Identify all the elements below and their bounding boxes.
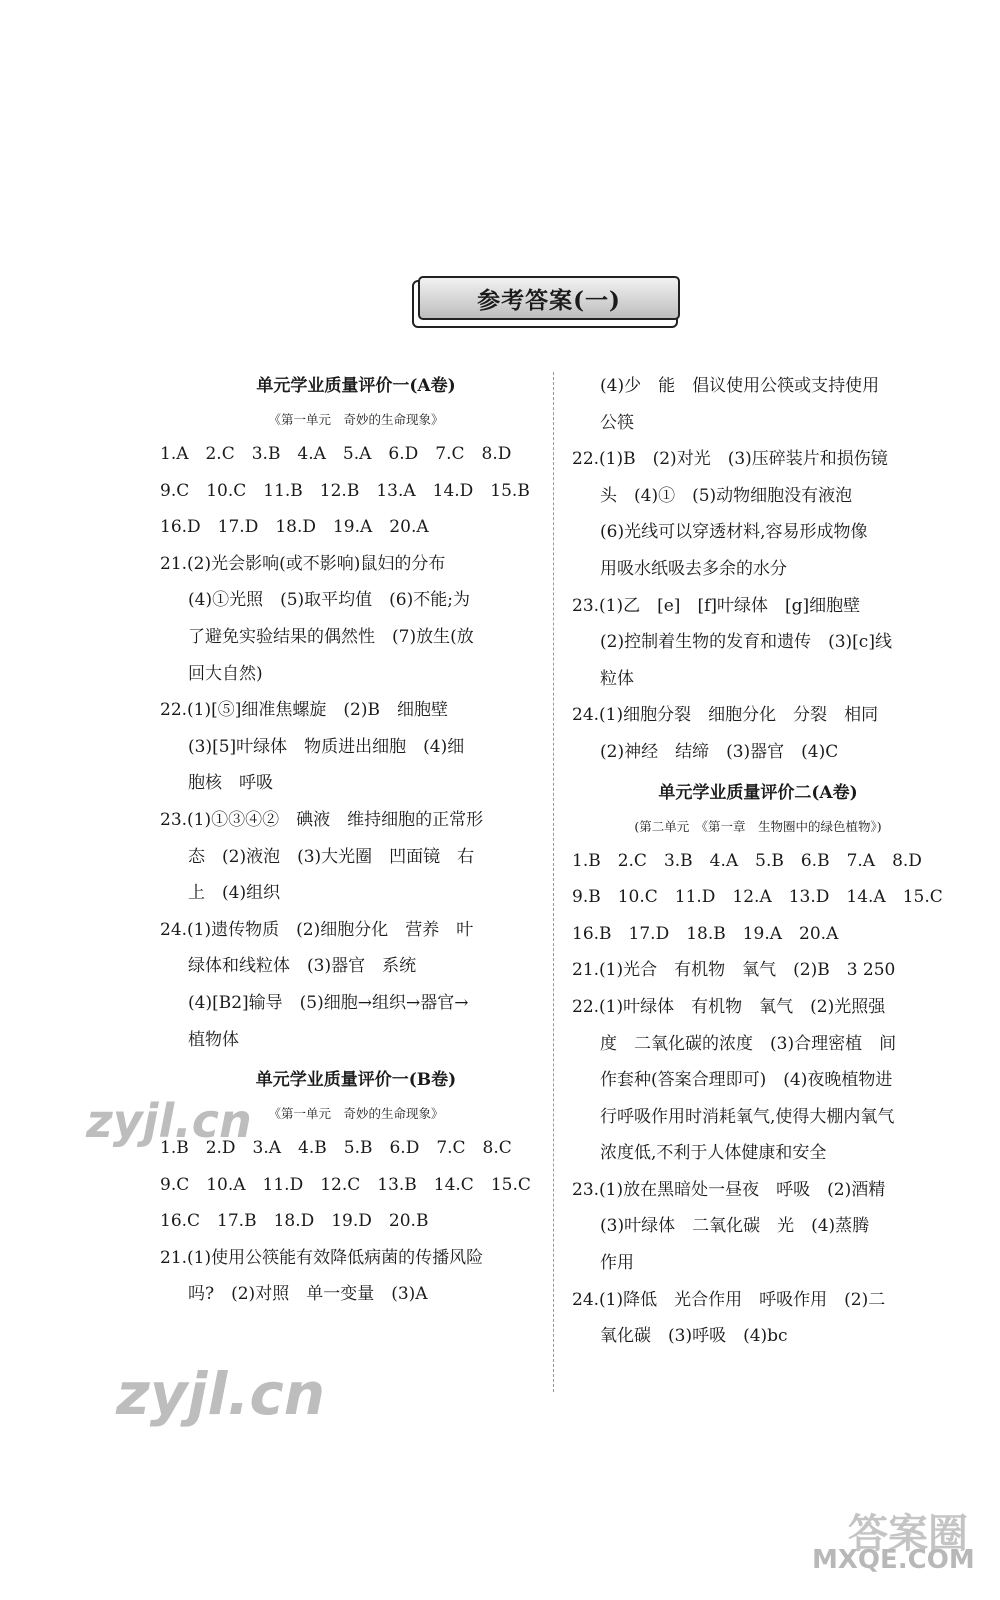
answer-line: 头 (4)① (5)动物细胞没有液泡 — [600, 485, 853, 506]
answer-line: 24.(1)遗传物质 (2)细胞分化 营养 叶 — [160, 919, 474, 940]
answer-line: 9.C 10.C 11.B 12.B 13.A 14.D 15.B — [160, 480, 530, 501]
answer-line: (2)神经 结缔 (3)器官 (4)C — [600, 741, 839, 762]
section-title: 单元学业质量评价一(A卷) — [256, 376, 456, 396]
answer-line: 16.D 17.D 18.D 19.A 20.A — [160, 517, 429, 538]
answer-line: (4)①光照 (5)取平均值 (6)不能;为 — [188, 590, 470, 611]
answer-line: 行呼吸作用时消耗氧气,使得大棚内氧气 — [600, 1106, 895, 1127]
answer-line: 上 (4)组织 — [188, 883, 281, 904]
section-subtitle: 《第一单元 奇妙的生命现象》 — [268, 412, 444, 427]
answer-line: 23.(1)放在黑暗处一昼夜 呼吸 (2)酒精 — [572, 1179, 886, 1200]
answer-line: 用吸水纸吸去多余的水分 — [600, 558, 787, 579]
answer-line: 态 (2)液泡 (3)大光圈 凹面镜 右 — [188, 846, 475, 867]
answer-line: 21.(2)光会影响(或不影响)鼠妇的分布 — [160, 553, 446, 574]
answer-line: 22.(1)叶绿体 有机物 氧气 (2)光照强 — [572, 996, 886, 1017]
answer-line: 1.B 2.D 3.A 4.B 5.B 6.D 7.C 8.C — [160, 1138, 512, 1159]
answer-line: 浓度低,不利于人体健康和安全 — [600, 1143, 827, 1164]
answer-banner — [412, 276, 682, 326]
section-subtitle: 《第一单元 奇妙的生命现象》 — [268, 1106, 444, 1122]
answer-line: 23.(1)①③④② 碘液 维持细胞的正常形 — [160, 809, 484, 830]
answer-line: 24.(1)降低 光合作用 呼吸作用 (2)二 — [572, 1289, 886, 1310]
answer-line: 21.(1)光合 有机物 氧气 (2)B 3 250 — [572, 960, 896, 981]
watermark: zyjl.cn — [116, 1360, 326, 1428]
answer-line: 胞核 呼吸 — [188, 773, 273, 794]
watermark: zyjl.cn — [86, 1094, 252, 1148]
answer-line: 9.B 10.C 11.D 12.A 13.D 14.A 15.C — [572, 887, 943, 908]
answer-line: 24.(1)细胞分裂 细胞分化 分裂 相同 — [572, 705, 879, 726]
answer-line: 公筷 — [600, 412, 634, 433]
answer-line: 1.B 2.C 3.B 4.A 5.B 6.B 7.A 8.D — [572, 850, 922, 871]
answer-line: 23.(1)乙 [e] [f]叶绿体 [g]细胞壁 — [572, 595, 861, 616]
answer-line: (6)光线可以穿透材料,容易形成物像 — [600, 522, 868, 543]
answer-line: 回大自然) — [188, 663, 263, 684]
answer-line: 作用 — [600, 1253, 634, 1274]
answer-line: (4)[B2]输导 (5)细胞→组织→器官→ — [188, 992, 469, 1013]
answer-line: 21.(1)使用公筷能有效降低病菌的传播风险 — [160, 1247, 484, 1268]
column-divider — [553, 372, 554, 1392]
answer-line: (2)控制着生物的发育和遗传 (3)[c]线 — [600, 632, 892, 653]
section-title: 单元学业质量评价一(B卷) — [255, 1070, 457, 1091]
answer-line: 22.(1)[⑤]细准焦螺旋 (2)B 细胞壁 — [160, 700, 448, 721]
answer-line: 氧化碳 (3)呼吸 (4)bc — [600, 1326, 788, 1347]
answer-line: 植物体 — [188, 1029, 239, 1050]
answer-line: 粒体 — [600, 668, 634, 689]
answer-line: 度 二氧化碳的浓度 (3)合理密植 间 — [600, 1033, 897, 1054]
right-column — [572, 368, 944, 1355]
answer-line: 吗? (2)对照 单一变量 (3)A — [188, 1284, 428, 1305]
watermark-logo: 答案圈 — [848, 1511, 968, 1557]
banner-title: 参考答案(一) — [418, 276, 680, 320]
watermark: MXQE.COM — [812, 1545, 975, 1575]
answer-line: (3)[5]叶绿体 物质进出细胞 (4)细 — [188, 736, 465, 757]
answer-line: 9.C 10.A 11.D 12.C 13.B 14.C 15.C — [160, 1174, 531, 1195]
answer-line: 绿体和线粒体 (3)器官 系统 — [188, 956, 417, 977]
answer-line: 1.A 2.C 3.B 4.A 5.A 6.D 7.C 8.D — [160, 444, 512, 464]
answer-line: (4)少 能 倡议使用公筷或支持使用 — [600, 376, 880, 396]
answer-line: 作套种(答案合理即可) (4)夜晚植物进 — [600, 1070, 893, 1091]
left-column — [160, 368, 552, 1313]
answer-line: 16.C 17.B 18.D 19.D 20.B — [160, 1211, 429, 1232]
answer-line: 了避免实验结果的偶然性 (7)放生(放 — [188, 626, 474, 647]
answer-line: 22.(1)B (2)对光 (3)压碎装片和损伤镜 — [572, 449, 888, 470]
answer-line: 16.B 17.D 18.B 19.A 20.A — [572, 923, 839, 944]
section-title: 单元学业质量评价二(A卷) — [658, 782, 858, 803]
answer-line: (3)叶绿体 二氧化碳 光 (4)蒸腾 — [600, 1216, 870, 1237]
section-subtitle: (第二单元 《第一章 生物圈中的绿色植物》) — [634, 818, 882, 834]
